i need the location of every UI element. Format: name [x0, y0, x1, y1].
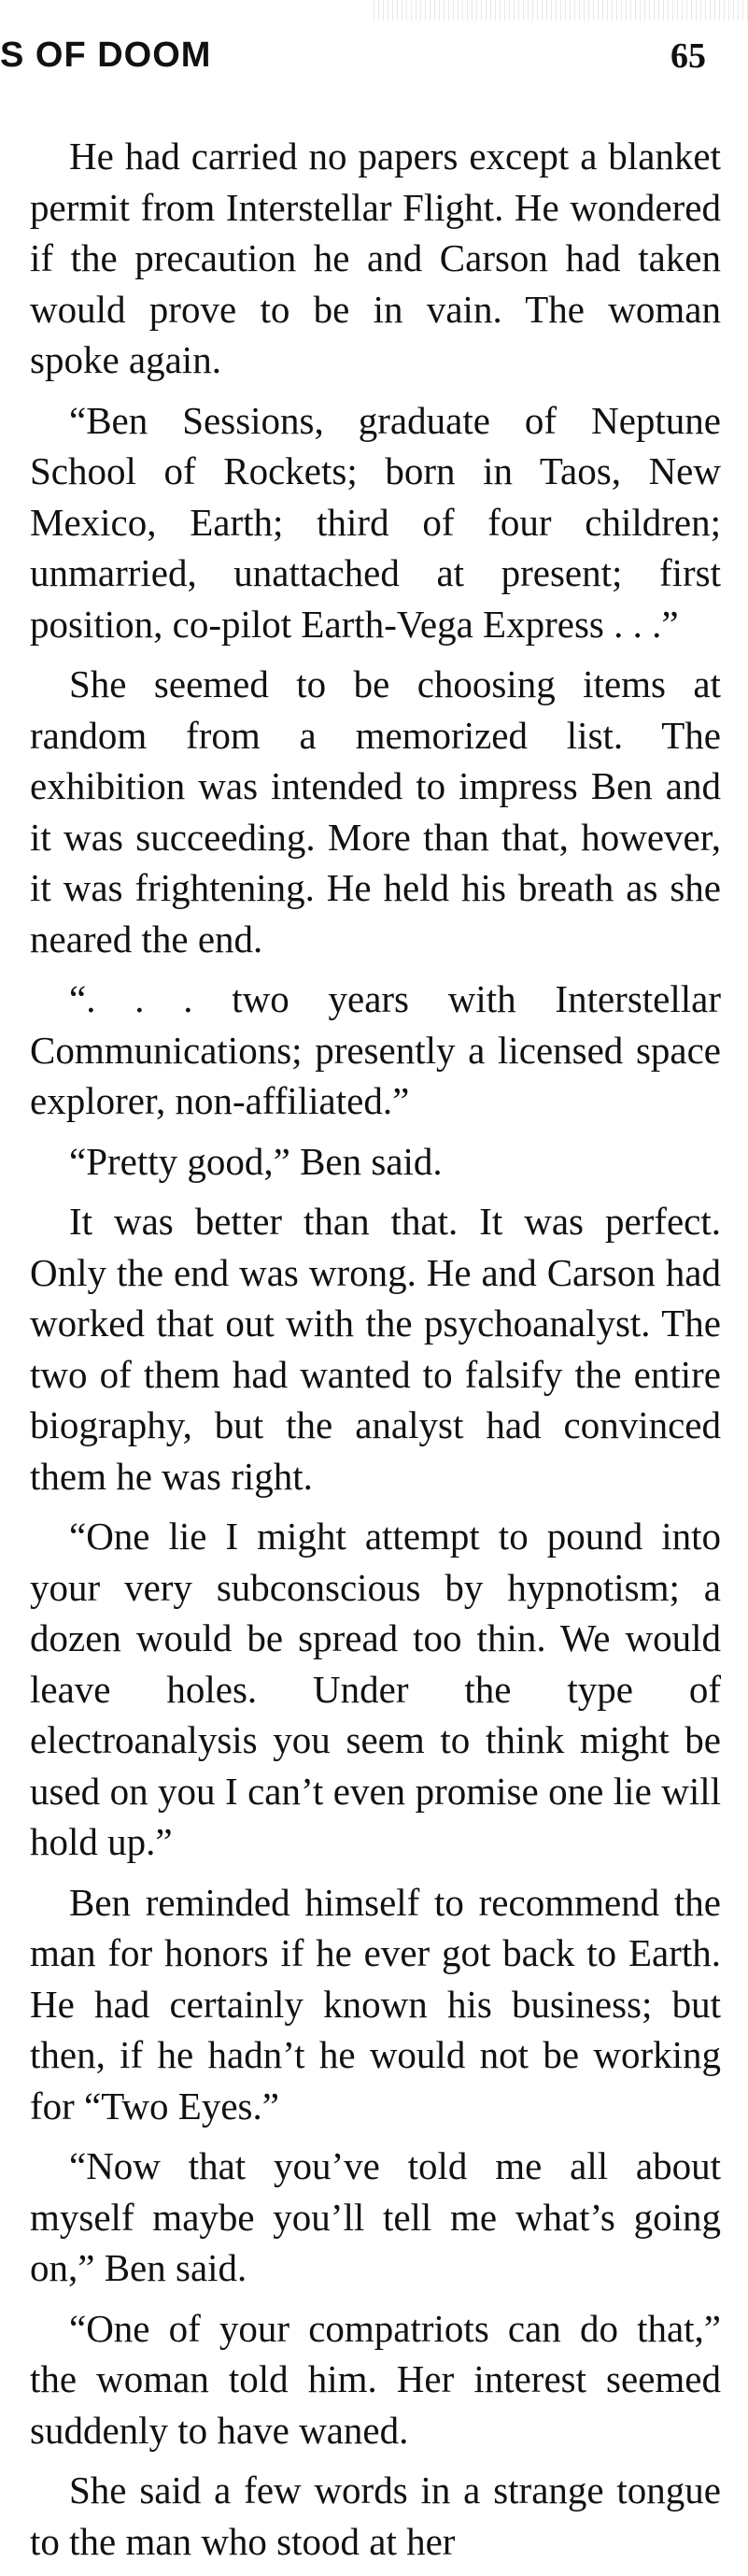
paragraph: “Now that you’ve told me all about myself maybe you’ll tell me what’s going on,” Ben said.	[30, 2144, 721, 2289]
paragraph: “One of your compatriots can do that,” the woman told him. Her interest seemed suddenly to have waned.	[30, 2306, 721, 2452]
paragraph: “. . . two years with Interstellar Communications; presently a licensed space explorer, non-affiliated.”	[30, 977, 721, 1122]
paragraph: Ben reminded himself to recommend the man for honors if he ever got back to Earth. He had certainly known his business; but then, if he hadn’t he would not be working for “Two Eyes.”	[30, 1880, 721, 2128]
paragraph: “One lie I might attempt to pound into your very subconscious by hypnotism; a dozen would be spread too thin. We would leave holes. Under the type of electroanalysis you seem to think might be used on you I can’t even promise one lie will hold up.”	[30, 1515, 721, 1863]
page-number: 65	[670, 36, 706, 76]
paragraph: It was better than that. It was perfect. Only the end was wrong. He and Carson had worked that out with the psychoanalyst. The two of them had wanted to falsify the entire biography, but the analyst had convinced them he was right.	[30, 1200, 721, 1498]
page-header	[0, 0, 748, 84]
paragraph: She said a few words in a strange tongue to the man who stood at her	[30, 2469, 721, 2563]
paragraph: He had carried no papers except a blanket permit from Interstellar Flight. He wondered if the precaution he and Carson had taken would prove to be in vain. The woman spoke again.	[30, 135, 721, 381]
paragraph: She seemed to be choosing items at random from a memorized list. The exhibition was intended to impress Ben and it was succeeding. More than that, however, it was frightening. He held his breath as she neared the end.	[30, 662, 721, 961]
scan-speckle	[374, 0, 748, 21]
paragraph: “Pretty good,” Ben said.	[69, 1139, 443, 1183]
paragraph: “Ben Sessions, graduate of Neptune School of Rockets; born in Taos, New Mexico, Earth; third of four children; unmarried, unattached at present; first position, co-pilot Earth-Vega Express . . .”	[30, 398, 721, 646]
running-title: S OF DOOM	[0, 36, 212, 75]
story-text	[30, 131, 721, 2576]
